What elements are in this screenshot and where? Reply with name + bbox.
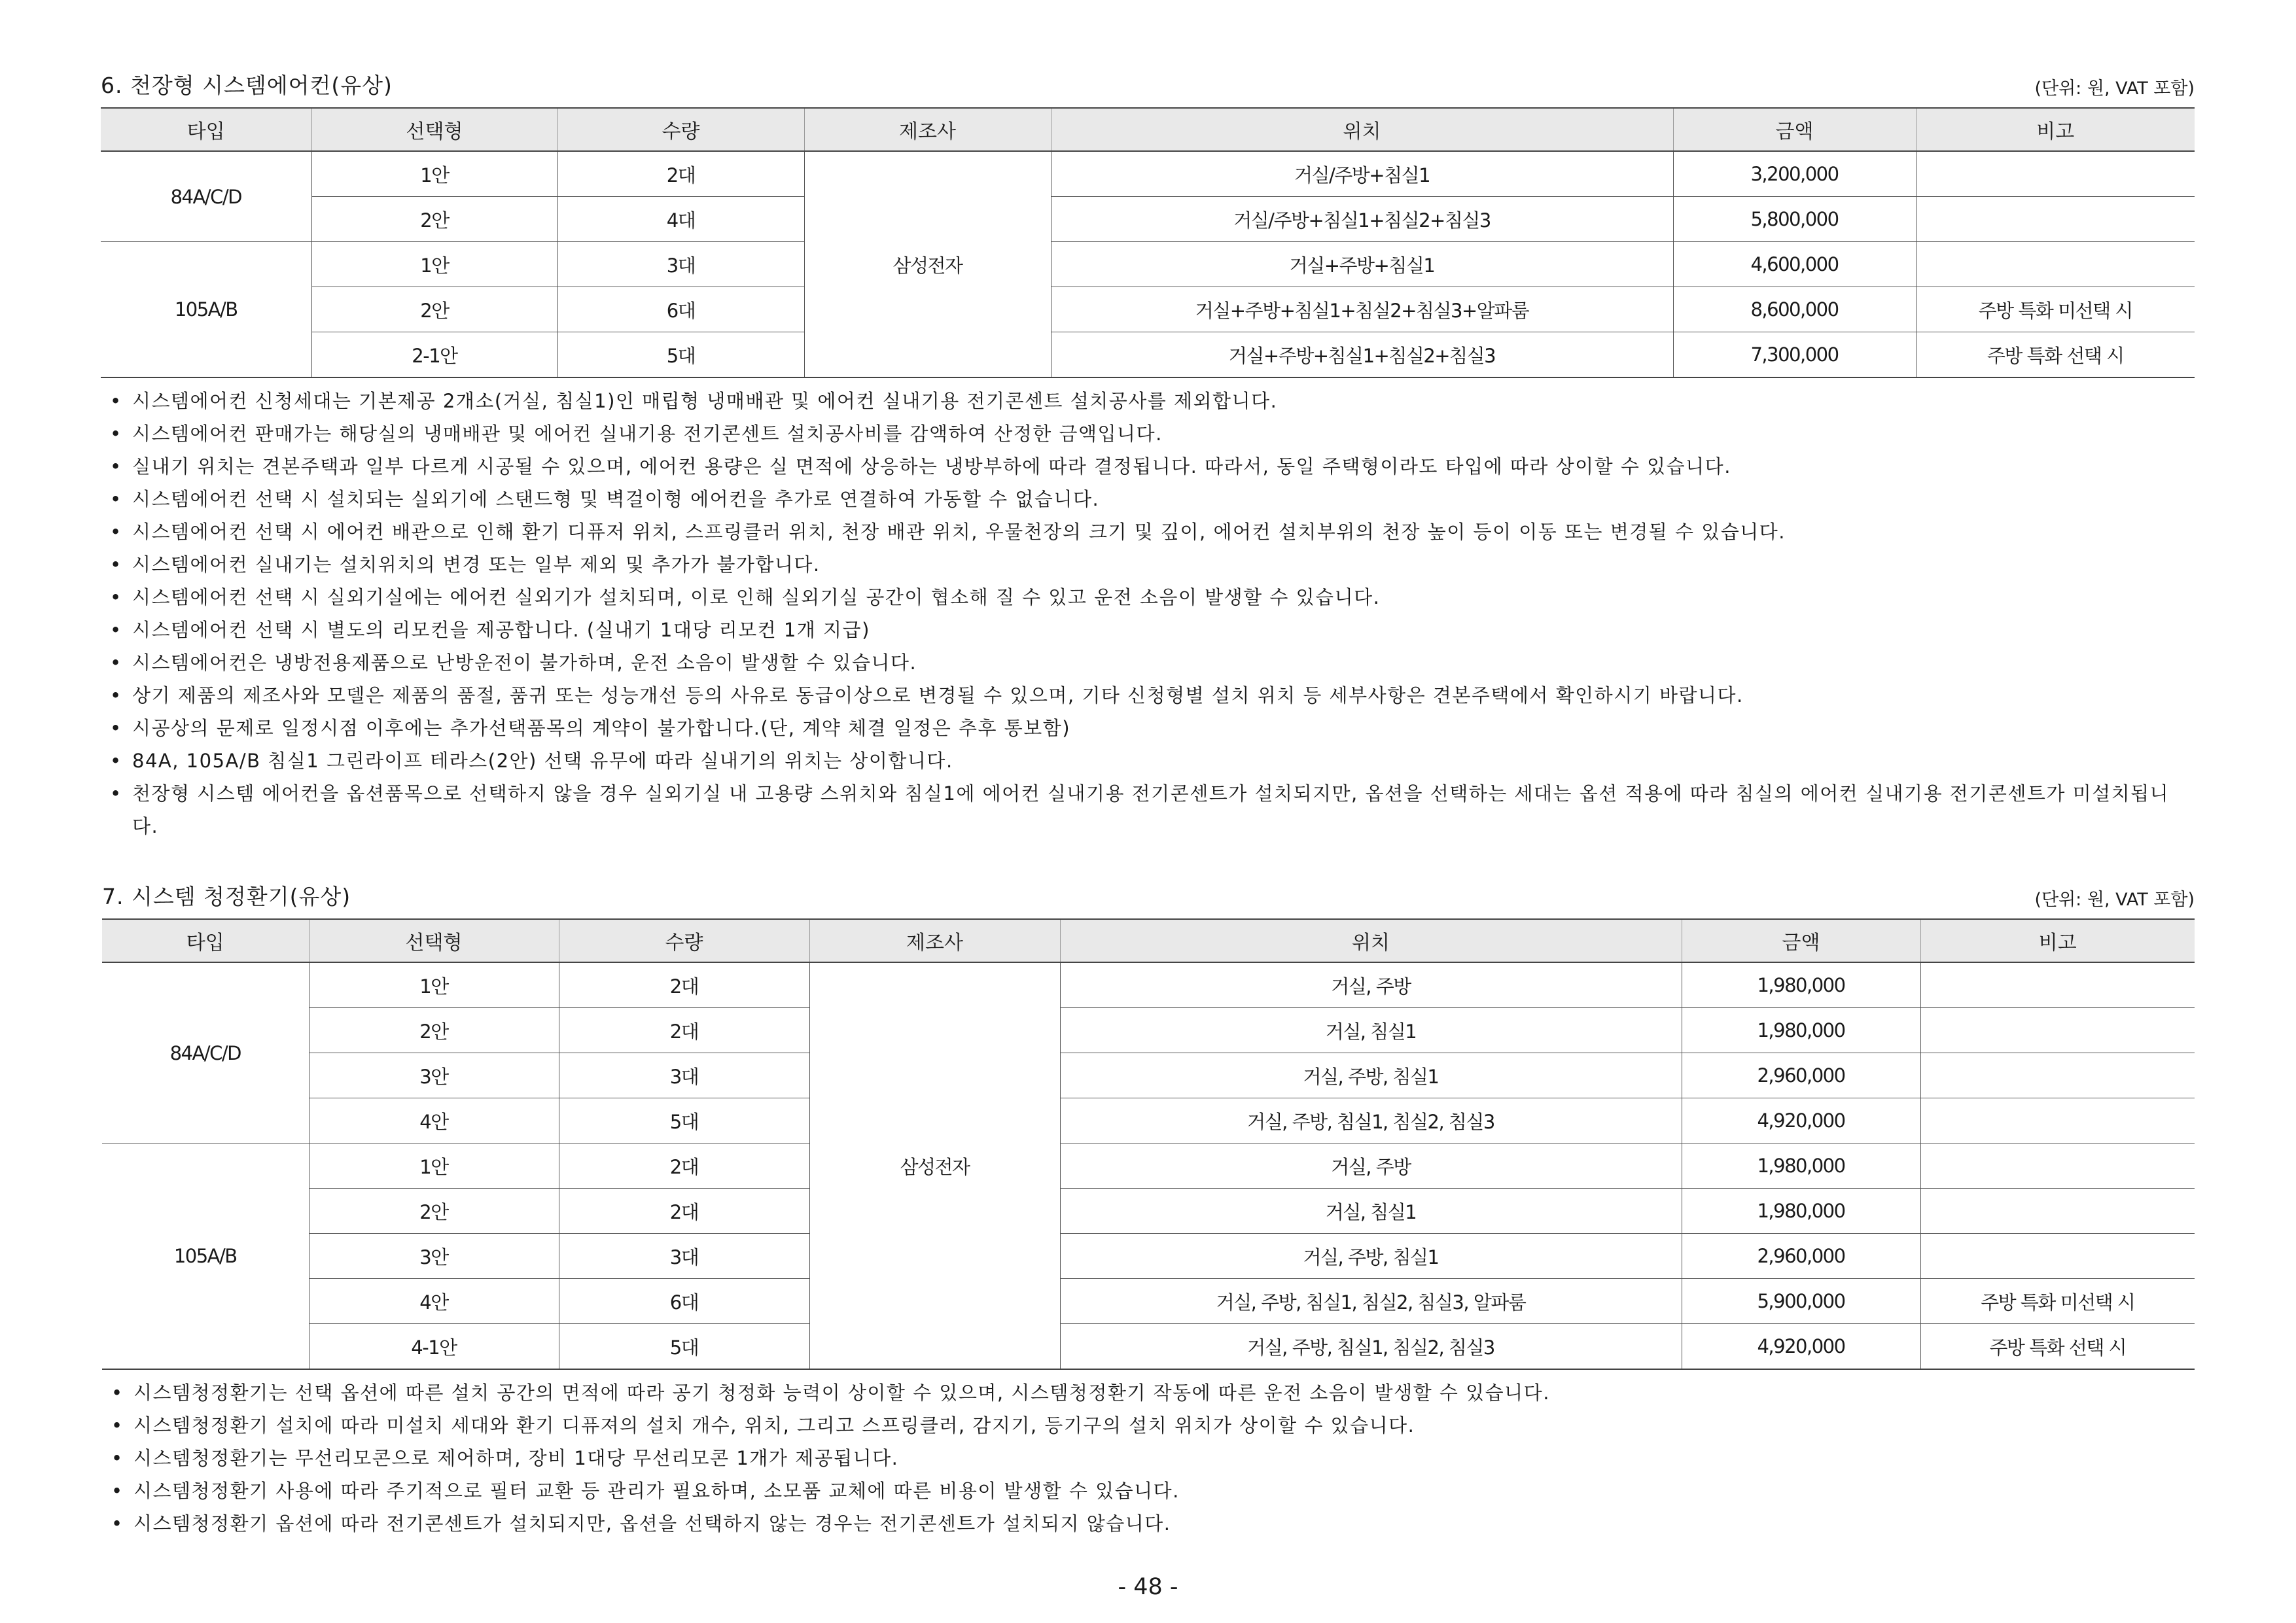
table-row [101,197,2195,242]
column-header-type: 타입 [101,108,311,151]
price-cell: 4,920,000 [1682,1098,1920,1143]
column-header-option: 선택형 [311,108,557,151]
option-cell: 1안 [311,151,557,197]
note-item: • 시스템에어컨 선택 시 설치되는 실외기에 스탠드형 및 벽걸이형 에어컨을 추가로 연결하여 가동할 수 없습니다. [101,483,2195,515]
note-item: • 시스템에어컨 선택 시 실외기실에는 에어컨 실외기가 설치되며, 이로 인해 실외기실 공간이 협소해 질 수 있고 운전 소음이 발생할 수 있습니다. [101,581,2195,614]
location-cell: 거실, 주방 [1060,962,1682,1008]
note-item: • 시스템청정환기 옵션에 따라 전기콘센트가 설치되지만, 옵션을 선택하지 않는 경우는 전기콘센트가 설치되지 않습니다. [102,1507,2195,1540]
column-header-type: 타입 [102,919,309,962]
note-item: • 시스템청정환기는 선택 옵션에 따른 설치 공간의 면적에 따라 공기 청정화 능력이 상이할 수 있으며, 시스템청정환기 작동에 따른 운전 소음이 발생할 수 있습니다. [102,1376,2195,1409]
ventilator-section [102,875,2195,1540]
price-cell: 1,980,000 [1682,962,1920,1008]
location-cell: 거실, 주방, 침실1 [1060,1053,1682,1098]
quantity-cell: 2대 [559,1189,809,1234]
option-cell: 2안 [311,197,557,242]
column-header-price: 금액 [1682,919,1920,962]
quantity-cell: 5대 [557,332,804,378]
location-cell: 거실, 주방, 침실1 [1060,1234,1682,1279]
table-row [102,1189,2195,1234]
note-cell: 주방 특화 선택 시 [1920,1324,2195,1370]
price-cell: 1,980,000 [1682,1143,1920,1189]
price-cell: 2,960,000 [1682,1234,1920,1279]
column-header-option: 선택형 [309,919,559,962]
note-item: • 시스템에어컨 판매가는 해당실의 냉매배관 및 에어컨 실내기용 전기콘센트 설치공사비를 감액하여 산정한 금액입니다. [101,417,2195,450]
location-cell: 거실+주방+침실1+침실2+침실3 [1051,332,1673,378]
quantity-cell: 2대 [557,151,804,197]
quantity-cell: 6대 [559,1279,809,1324]
note-item: • 실내기 위치는 견본주택과 일부 다르게 시공될 수 있으며, 에어컨 용량은 실 면적에 상응하는 냉방부하에 따라 결정됩니다. 따라서, 동일 주택형이라도 타입에 따라 상이할 수 있습니다. [101,450,2195,483]
price-cell: 4,920,000 [1682,1324,1920,1370]
location-cell: 거실/주방+침실1 [1051,151,1673,197]
quantity-cell: 3대 [559,1234,809,1279]
column-header-location: 위치 [1060,919,1682,962]
note-cell: 주방 특화 미선택 시 [1920,1279,2195,1324]
section-header [101,64,2195,107]
location-cell: 거실, 주방, 침실1, 침실2, 침실3, 알파룸 [1060,1279,1682,1324]
column-header-manufacturer: 제조사 [809,919,1060,962]
note-cell [1920,1053,2195,1098]
quantity-cell: 3대 [559,1053,809,1098]
price-cell: 5,800,000 [1673,197,1916,242]
column-header-quantity: 수량 [557,108,804,151]
location-cell: 거실, 침실1 [1060,1189,1682,1234]
aircon-notes-list [101,385,2195,843]
manufacturer-cell: 삼성전자 [804,151,1051,377]
price-cell: 1,980,000 [1682,1008,1920,1053]
option-cell: 3안 [309,1234,559,1279]
price-cell: 5,900,000 [1682,1279,1920,1324]
location-cell: 거실, 주방, 침실1, 침실2, 침실3 [1060,1324,1682,1370]
note-cell: 주방 특화 미선택 시 [1916,287,2195,332]
table-row [101,151,2195,197]
location-cell: 거실+주방+침실1+침실2+침실3+알파룸 [1051,287,1673,332]
price-cell: 1,980,000 [1682,1189,1920,1234]
price-cell: 3,200,000 [1673,151,1916,197]
option-cell: 2안 [311,287,557,332]
table-row [102,1279,2195,1324]
table-header-row [102,919,2195,962]
note-item: • 시스템에어컨 선택 시 별도의 리모컨을 제공합니다. (실내기 1대당 리모컨 1개 지급) [101,614,2195,646]
quantity-cell: 3대 [557,242,804,287]
option-cell: 2-1안 [311,332,557,378]
location-cell: 거실, 침실1 [1060,1008,1682,1053]
quantity-cell: 5대 [559,1324,809,1370]
note-item: • 시스템에어컨 실내기는 설치위치의 변경 또는 일부 제외 및 추가가 불가합니다. [101,548,2195,581]
location-cell: 거실, 주방 [1060,1143,1682,1189]
note-item: • 시공상의 문제로 일정시점 이후에는 추가선택품목의 계약이 불가합니다.(단, 계약 체결 일정은 추후 통보함) [101,712,2195,744]
ventilator-price-table [102,918,2195,1370]
table-row [102,1324,2195,1370]
option-cell: 4-1안 [309,1324,559,1370]
column-header-quantity: 수량 [559,919,809,962]
aircon-section [101,64,2195,843]
unit-label: (단위: 원, VAT 포함) [2034,890,2195,910]
table-row [101,242,2195,287]
type-cell: 84A/C/D [101,151,311,242]
price-cell: 7,300,000 [1673,332,1916,378]
table-row [102,1234,2195,1279]
page-number: - 48 - [1118,1574,1178,1600]
column-header-note: 비고 [1920,919,2195,962]
note-cell [1916,242,2195,287]
unit-label: (단위: 원, VAT 포함) [2034,79,2195,99]
note-cell [1916,151,2195,197]
table-row [102,1008,2195,1053]
price-cell: 8,600,000 [1673,287,1916,332]
note-cell [1920,1008,2195,1053]
type-cell: 105A/B [102,1143,309,1370]
column-header-price: 금액 [1673,108,1916,151]
column-header-note: 비고 [1916,108,2195,151]
note-item: • 시스템에어컨은 냉방전용제품으로 난방운전이 불가하며, 운전 소음이 발생할 수 있습니다. [101,646,2195,679]
column-header-manufacturer: 제조사 [804,108,1051,151]
option-cell: 2안 [309,1008,559,1053]
note-item: • 상기 제품의 제조사와 모델은 제품의 품절, 품귀 또는 성능개선 등의 사유로 동급이상으로 변경될 수 있으며, 기타 신청형별 설치 위치 등 세부사항은 견본주택에서 확인하시기 바랍니다. [101,679,2195,712]
column-header-location: 위치 [1051,108,1673,151]
section-title: 6. 천장형 시스템에어컨(유상) [101,73,393,98]
note-item: • 시스템청정환기 설치에 따라 미설치 세대와 환기 디퓨져의 설치 개수, 위치, 그리고 스프링클러, 감지기, 등기구의 설치 위치가 상이할 수 있습니다. [102,1409,2195,1442]
note-cell: 주방 특화 선택 시 [1916,332,2195,378]
quantity-cell: 5대 [559,1098,809,1143]
option-cell: 3안 [309,1053,559,1098]
type-cell: 84A/C/D [102,962,309,1143]
note-item: • 84A, 105A/B 침실1 그린라이프 테라스(2안) 선택 유무에 따라 실내기의 위치는 상이합니다. [101,744,2195,777]
manufacturer-cell: 삼성전자 [809,962,1060,1369]
table-row [101,287,2195,332]
note-item: • 시스템청정환기 사용에 따라 주기적으로 필터 교환 등 관리가 필요하며, 소모품 교체에 따른 비용이 발생할 수 있습니다. [102,1475,2195,1507]
quantity-cell: 2대 [559,1143,809,1189]
location-cell: 거실+주방+침실1 [1051,242,1673,287]
price-cell: 2,960,000 [1682,1053,1920,1098]
note-cell [1920,962,2195,1008]
table-row [101,332,2195,378]
note-cell [1916,197,2195,242]
note-cell [1920,1098,2195,1143]
option-cell: 1안 [309,1143,559,1189]
table-row [102,1053,2195,1098]
price-cell: 4,600,000 [1673,242,1916,287]
table-row [102,962,2195,1008]
section-header [102,875,2195,918]
note-item: • 시스템에어컨 신청세대는 기본제공 2개소(거실, 침실1)인 매립형 냉매배관 및 에어컨 실내기용 전기콘센트 설치공사를 제외합니다. [101,385,2195,417]
note-cell [1920,1189,2195,1234]
note-cell [1920,1234,2195,1279]
aircon-price-table [101,107,2195,378]
location-cell: 거실, 주방, 침실1, 침실2, 침실3 [1060,1098,1682,1143]
option-cell: 4안 [309,1098,559,1143]
table-row [102,1143,2195,1189]
option-cell: 1안 [309,962,559,1008]
quantity-cell: 4대 [557,197,804,242]
note-item: • 시스템에어컨 선택 시 에어컨 배관으로 인해 환기 디퓨저 위치, 스프링클러 위치, 천장 배관 위치, 우물천장의 크기 및 깊이, 에어컨 설치부위의 천장 높이 등이 이동 또는 변경될 수 있습니다. [101,515,2195,548]
note-item: • 천장형 시스템 에어컨을 옵션품목으로 선택하지 않을 경우 실외기실 내 고용량 스위치와 침실1에 에어컨 실내기용 전기콘센트가 설치되지만, 옵션을 선택하는 세대는 옵션 적용에 따라 침실의 에어컨 실내기용 전기콘센트가 미설치됩니다. [101,777,2195,843]
option-cell: 2안 [309,1189,559,1234]
quantity-cell: 2대 [559,1008,809,1053]
table-row [102,1098,2195,1143]
quantity-cell: 2대 [559,962,809,1008]
ventilator-notes-list [102,1376,2195,1540]
option-cell: 4안 [309,1279,559,1324]
option-cell: 1안 [311,242,557,287]
location-cell: 거실/주방+침실1+침실2+침실3 [1051,197,1673,242]
note-item: • 시스템청정환기는 무선리모콘으로 제어하며, 장비 1대당 무선리모콘 1개가 제공됩니다. [102,1442,2195,1475]
table-header-row [101,108,2195,151]
type-cell: 105A/B [101,242,311,378]
section-title: 7. 시스템 청정환기(유상) [102,884,351,909]
quantity-cell: 6대 [557,287,804,332]
note-cell [1920,1143,2195,1189]
